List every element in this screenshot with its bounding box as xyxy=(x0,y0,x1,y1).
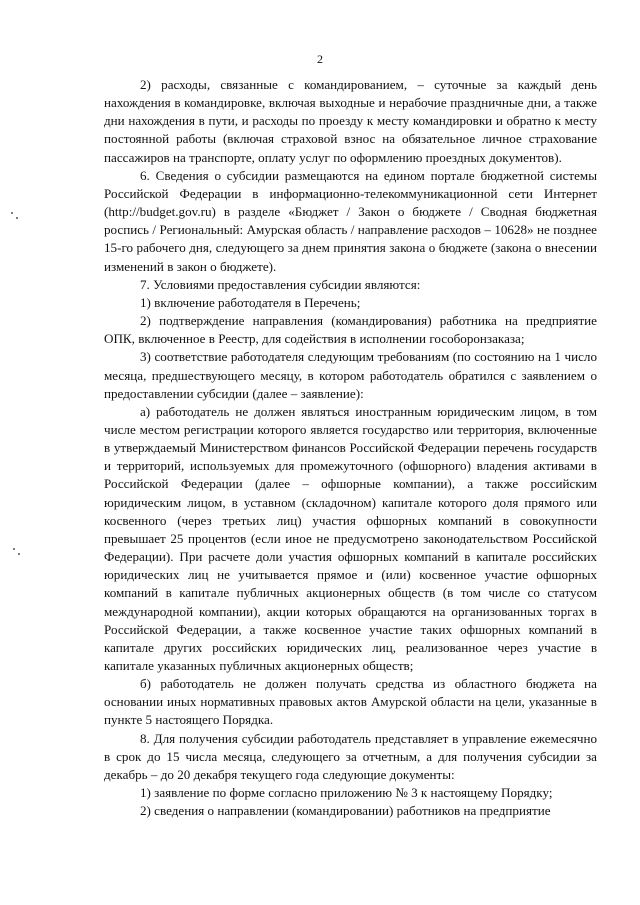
scan-speck xyxy=(16,217,18,219)
paragraph-7-item-3a: а) работодатель не должен являться иностранным юридическим лицом, в том числе местом регистрации которого является государство или территория, включенные в утверждаемый Министерством финансов Российской Федерации перечень государств и территорий, используемых для промежуточного (офшорного) владения активами в Российской Федерации (далее – офшорные компании), а также российским юридическим лицом, в уставном (складочном) капитале которого доля прямого или косвенного (через третьих лиц) участия офшорных компаний в совокупности превышает 25 процентов (если иное не предусмотрено законодательством Российской Федерации). При расчете доли участия офшорных компаний в капитале российских юридических лиц не учитывается прямое и (или) косвенное участие офшорных компаний в капитале публичных акционерных обществ (в том числе со статусом международной компании), акции которых обращаются на организованных торгах в Российской Федерации, а также косвенное участие таких офшорных компаний в капитале других российских юридических лиц, реализованное через участие в капитале указанных публичных акционерных обществ; xyxy=(104,403,597,673)
scan-speck xyxy=(11,212,13,214)
paragraph-7-item-1: 1) включение работодателя в Перечень; xyxy=(140,294,361,310)
document-body xyxy=(104,76,597,820)
paragraph-7-item-3: 3) соответствие работодателя следующим требованиям (по состоянию на 1 число месяца, предшествующего месяцу, в котором работодатель обратился с заявлением о предоставлении субсидии (далее – заявление): xyxy=(104,349,597,401)
paragraph-8-item-2: 2) сведения о направлении (командировании) работников на предприятие xyxy=(140,803,551,819)
paragraph-8-documents: 8. Для получения субсидии работодатель представляет в управление ежемесячно в срок до 15 числа месяца, следующего за отчетным, а для получения субсидии за декабрь – до 20 декабря текущего года следующие документы: xyxy=(104,730,597,782)
scan-speck xyxy=(18,553,20,555)
paragraph-travel-expenses: 2) расходы, связанные с командированием, – суточные за каждый день нахождения в командировке, включая выходные и нерабочие праздничные дни, а также дни нахождения в пути, и расходы по проезду к месту командировки и обратно к месту постоянной работы (включая страховой взнос на обязательное личное страхование пассажиров на транспорте, оплату услуг по оформлению проездных документов). xyxy=(104,77,597,165)
paragraph-7-item-3b: б) работодатель не должен получать средства из областного бюджета на основании иных нормативных правовых актов Амурской области на цели, указанные в пункте 5 настоящего Порядка. xyxy=(104,676,597,728)
paragraph-6-subsidy-info: 6. Сведения о субсидии размещаются на едином портале бюджетной системы Российской Федерации в информационно-телекоммуникационной сети Интернет (http://budget.gov.ru) в разделе «Бюджет / Закон о бюджете / Сводная бюджетная роспись / Региональный: Амурская область / направление расходов – 10628» не позднее 15-го рабочего дня, следующего за днем принятия закона о бюджете (закона о внесении изменений в закон о бюджете). xyxy=(104,167,597,274)
paragraph-7-conditions: 7. Условиями предоставления субсидии являются: xyxy=(140,276,421,292)
paragraph-8-item-1: 1) заявление по форме согласно приложению № 3 к настоящему Порядку; xyxy=(140,785,553,801)
page-number: 2 xyxy=(317,52,323,66)
paragraph-7-item-2: 2) подтверждение направления (командирования) работника на предприятие ОПК, включенное в Реестр, для содействия в исполнении гособоронзаказа; xyxy=(104,313,597,347)
scan-speck xyxy=(13,548,15,550)
